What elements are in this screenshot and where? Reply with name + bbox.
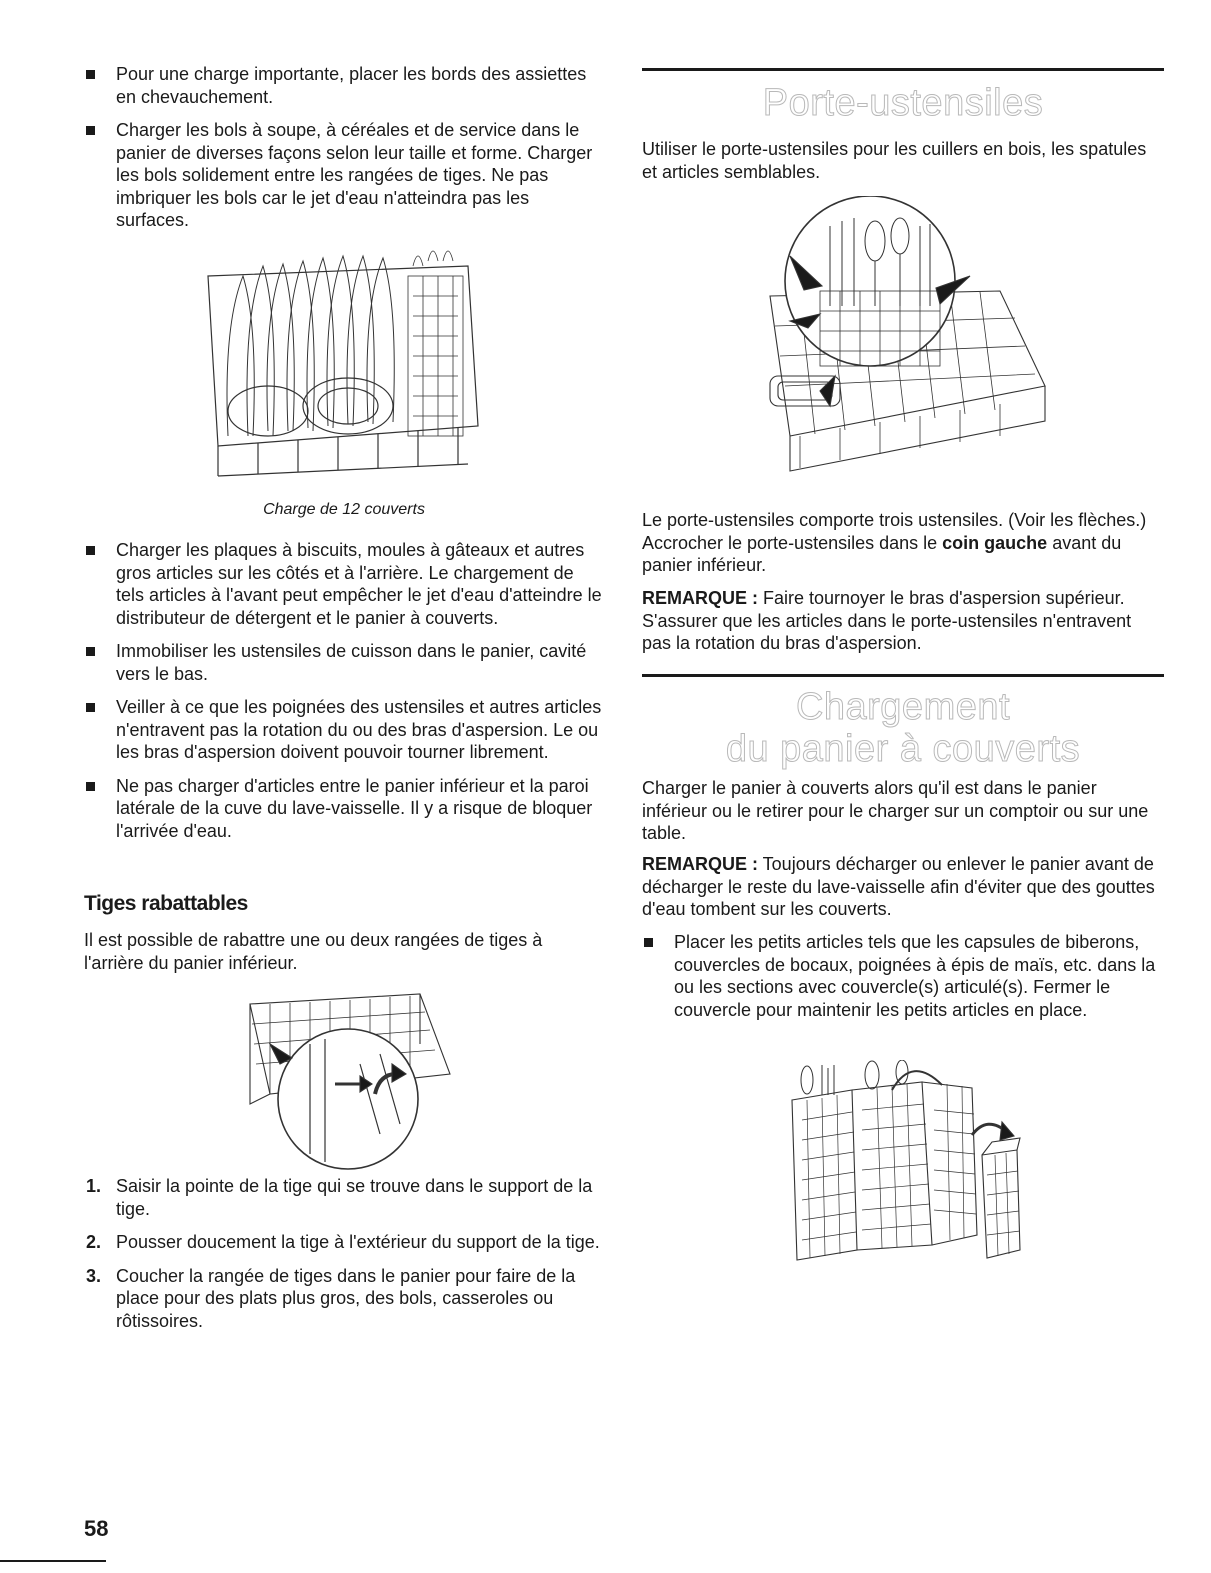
step-item: 2. Pousser doucement la tige à l'extérieur du support de la tige. (86, 1232, 600, 1252)
bullet-icon (86, 782, 95, 791)
bullet-icon (86, 126, 95, 135)
list-item: Charger les plaques à biscuits, moules à gâteaux et autres gros articles sur les côtés et à l'arrière. Le chargement de tels articles à l'avant peut empêcher le jet d'eau d'atteindre le distributeur de détergent et le panier à couverts. (84, 539, 604, 629)
list-item: Veiller à ce que les poignées des ustensiles et autres articles n'entravent pas la rotation du ou des bras d'aspersion. Le ou les bras d'aspersion doivent pouvoir tourner librement. (84, 696, 604, 764)
chargement-intro: Charger le panier à couverts alors qu'il est dans le panier inférieur ou le retirer pour le charger sur un comptoir ou sur une table. (642, 778, 1149, 843)
chargement-title-line1: Chargement (795, 686, 1011, 728)
bullet-icon (86, 647, 95, 656)
loading-bullet-list (84, 539, 604, 853)
tiges-intro-paragraph: Il est possible de rabattre une ou deux rangées de tiges à l'arrière du panier inférieur. (84, 930, 543, 973)
chargement-bullet-list (642, 931, 1164, 1032)
intro-bullet-list (84, 63, 604, 243)
utensil-holder-illustration (760, 196, 1050, 486)
list-item: Ne pas charger d'articles entre le panier inférieur et la paroi latérale de la cuve du lave-vaisselle. Il y a risque de bloquer l'arrivée d'eau. (84, 775, 604, 843)
step-item: 3. Coucher la rangée de tiges dans le panier pour faire de la place pour des plats plus gros, des bols, casseroles ou rôtissoires. (86, 1265, 576, 1331)
footer-rule (0, 1560, 106, 1562)
bullet-icon (644, 938, 653, 947)
figure-caption: Charge de 12 couverts (263, 501, 425, 518)
page-number: 58 (84, 1516, 109, 1541)
step-item: 1. Saisir la pointe de la tige qui se trouve dans le support de la tige. (86, 1176, 593, 1219)
section-divider (642, 68, 1164, 71)
list-item: Charger les bols à soupe, à céréales et de service dans le panier de diverses façons selon leur taille et forme. Charger les bols solidement entre les rangées de tiges. Ne pas imbriquer les bols car le jet d'eau n'atteindra pas les surfaces. (84, 119, 604, 232)
lower-rack-12-place-illustration (198, 236, 488, 486)
bullet-icon (86, 703, 95, 712)
chargement-remarque: REMARQUE : Toujours décharger ou enlever le panier avant de décharger le reste du lave-vaisselle afin d'éviter que des gouttes d'eau tombent sur les couverts. (642, 854, 1155, 919)
chargement-title-line2: du panier à couverts (725, 728, 1081, 770)
section-divider (642, 674, 1164, 677)
silverware-basket-illustration (782, 1060, 1022, 1280)
folding-tines-illustration (240, 984, 460, 1184)
bullet-icon (86, 70, 95, 79)
section-heading: Tiges rabattables (84, 892, 248, 915)
list-item: Pour une charge importante, placer les bords des assiettes en chevauchement. (84, 63, 604, 108)
steps-list (84, 1175, 604, 1343)
porte-ustensiles-title: Porte-ustensiles (762, 82, 1044, 124)
list-item: Placer les petits articles tels que les capsules de biberons, couvercles de bocaux, poignées à épis de maïs, etc. dans la ou les sections avec couvercle(s) articulé(s). Fermer le couvercle pour maintenir les petits articles en place. (642, 931, 1164, 1021)
list-item: Immobiliser les ustensiles de cuisson dans le panier, cavité vers le bas. (84, 640, 604, 685)
porte-ustensiles-remarque: REMARQUE : Faire tournoyer le bras d'aspersion supérieur. S'assurer que les articles dans le porte-ustensiles n'entravent pas la rotation du bras d'aspersion. (642, 588, 1132, 653)
porte-ustensiles-description: Le porte-ustensiles comporte trois ustensiles. (Voir les flèches.) Accrocher le porte-ustensiles dans le coin gauche avant du panier inférieur. (642, 510, 1147, 575)
porte-ustensiles-intro: Utiliser le porte-ustensiles pour les cuillers en bois, les spatules et articles semblables. (642, 139, 1147, 182)
bullet-icon (86, 546, 95, 555)
